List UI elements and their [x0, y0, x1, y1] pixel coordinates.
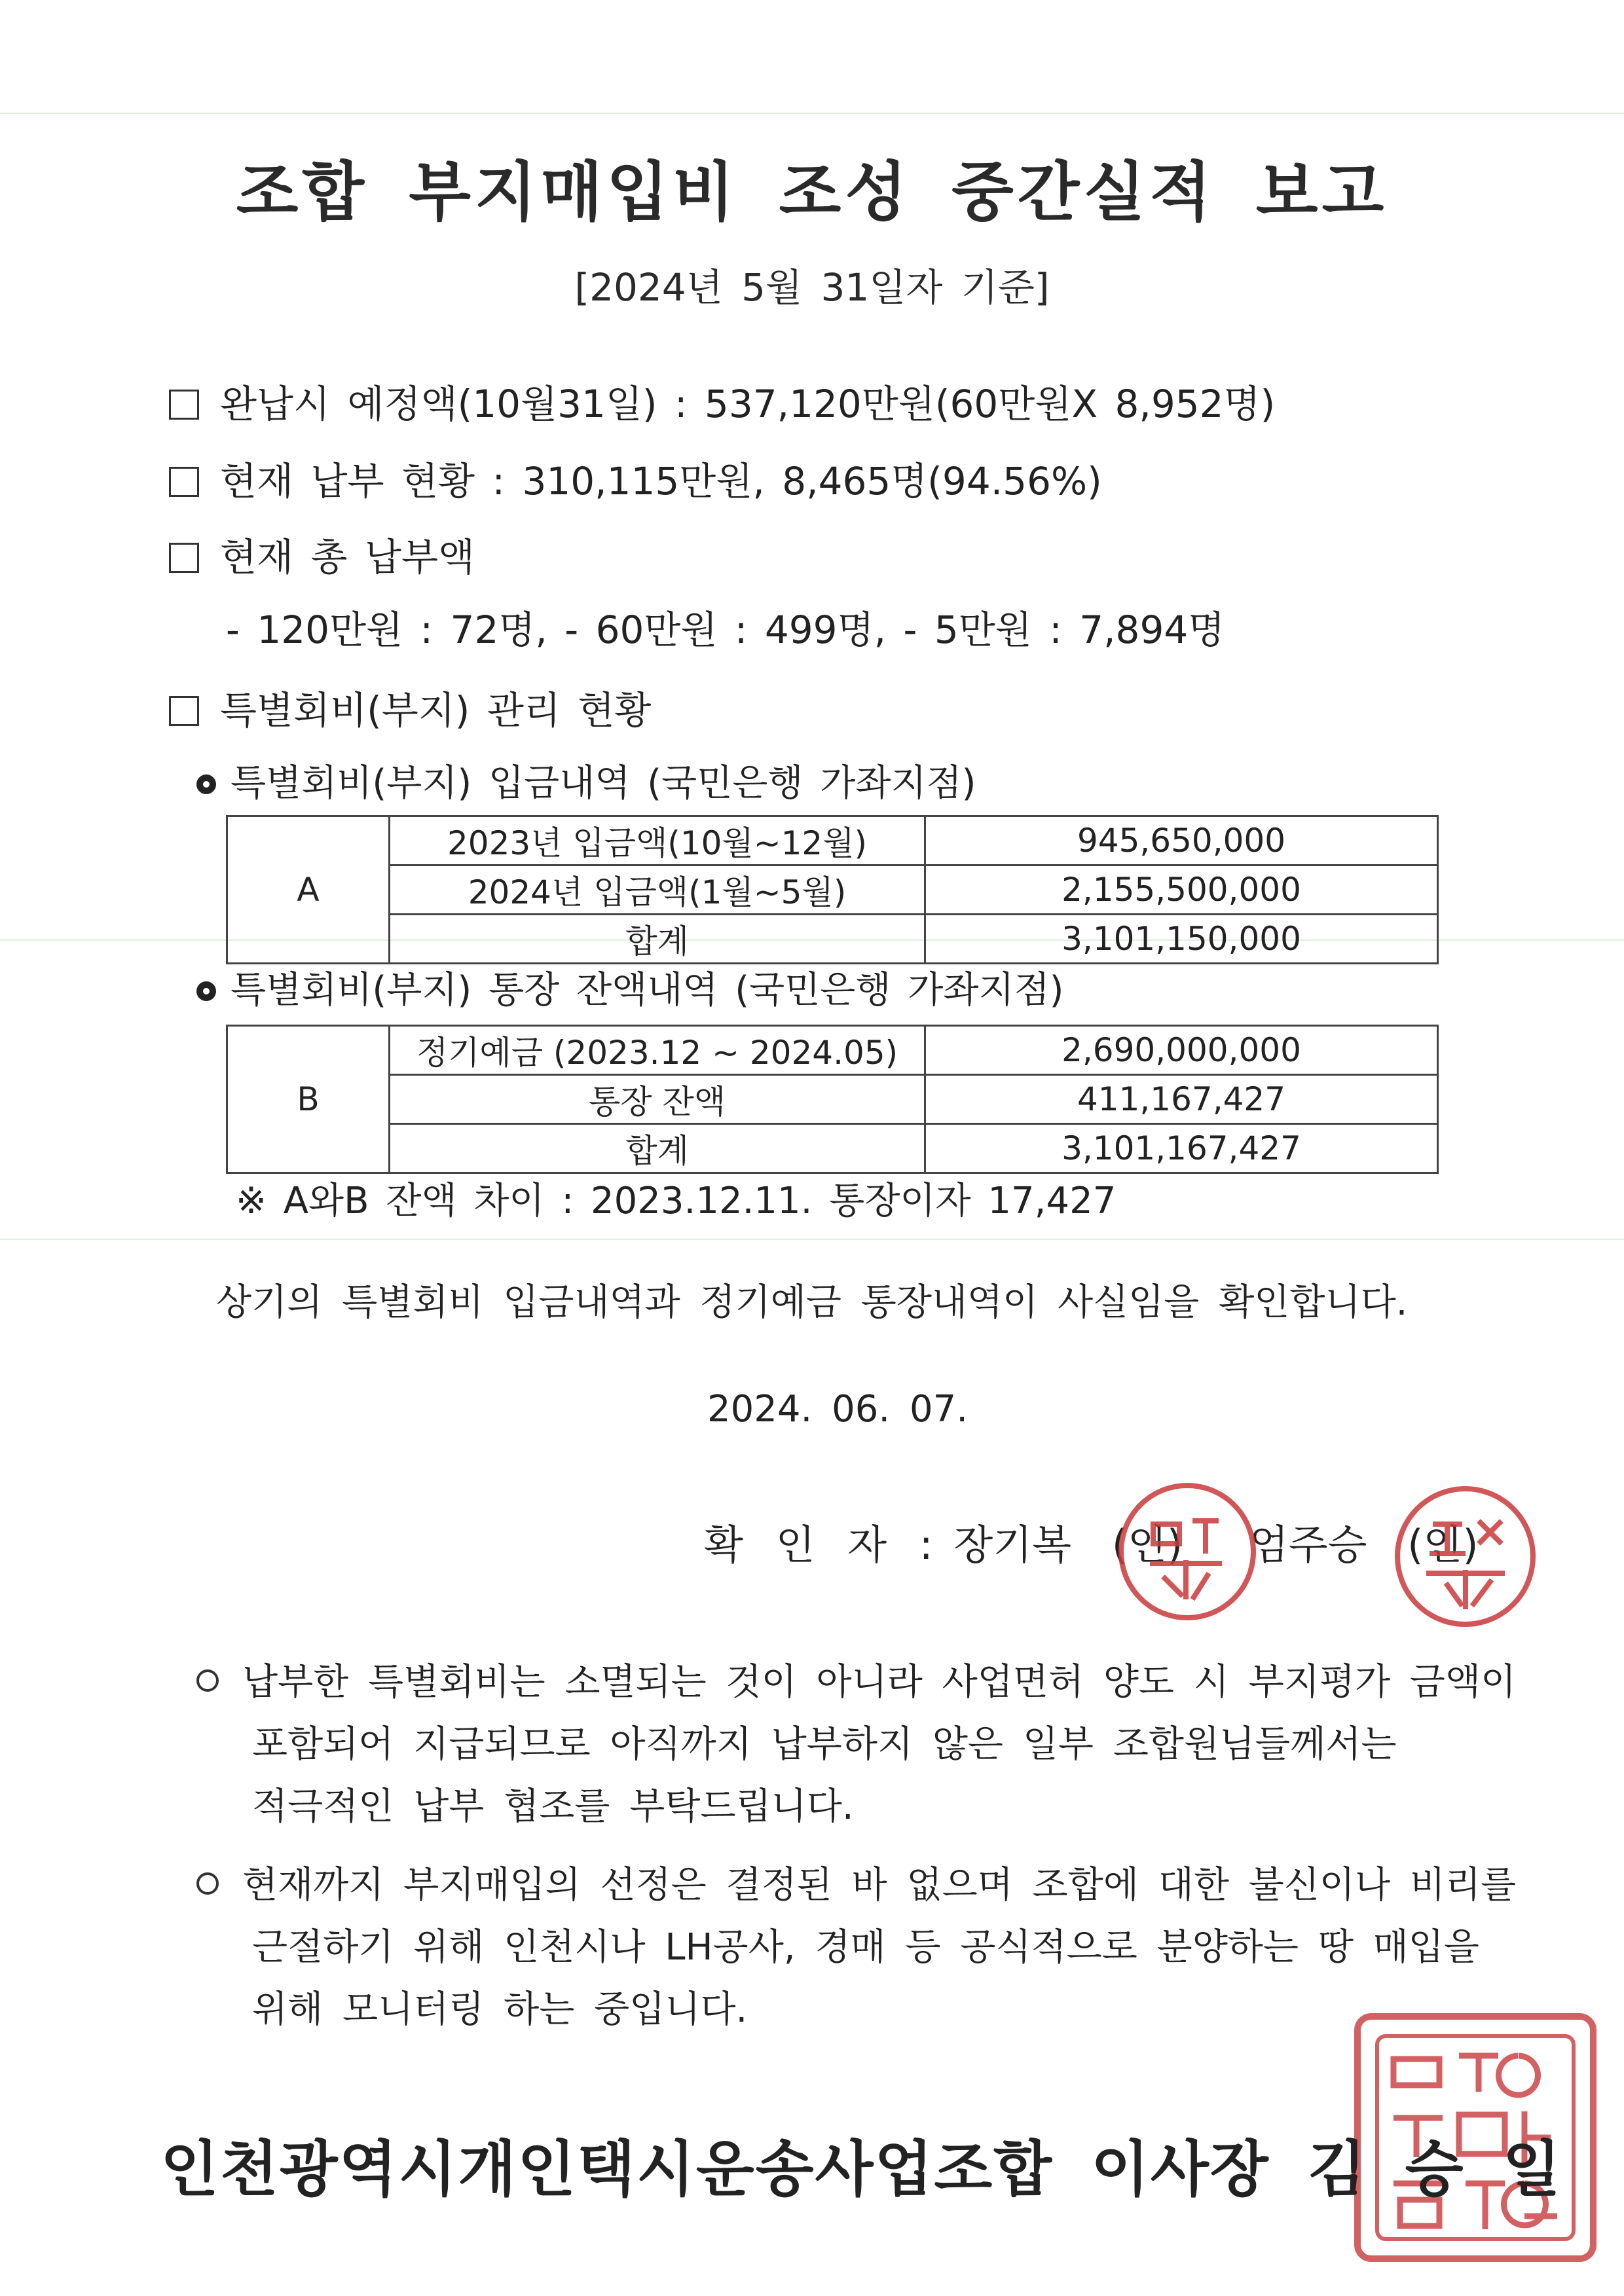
table-cell-amount: 2,155,500,000 [925, 866, 1438, 915]
summary-text: 현재 납부 현황 : 310,115만원, 8,465명(94.56%) [220, 459, 1102, 503]
table-cell-amount: 3,101,167,427 [925, 1124, 1438, 1173]
table-cell-amount: 411,167,427 [925, 1075, 1438, 1124]
deposit-table [226, 815, 1439, 964]
notice-line: 포함되어 지급되므로 아직까지 납부하지 않은 일부 조합원님들께서는 [252, 1723, 1397, 1766]
table-row [227, 915, 1438, 964]
summary-item [169, 526, 475, 581]
hollow-circle-bullet-icon [196, 1669, 219, 1692]
seal-glyph-icon [1400, 1491, 1530, 1622]
table-group-cell: A [227, 816, 390, 964]
document-date: 2024. 06. 07. [707, 1388, 969, 1430]
table-cell-label: 통장 잔액 [390, 1075, 925, 1124]
circle-bullet-icon [196, 981, 216, 1001]
notice-line: 적극적인 납부 협조를 부탁드립니다. [252, 1785, 854, 1828]
seal-stamp-2 [1395, 1486, 1536, 1627]
scan-artifact-line [0, 1239, 1624, 1240]
seal-glyph-icon [1124, 1488, 1251, 1615]
seal-mark-2: (인) [1407, 1521, 1479, 1569]
summary-item [169, 373, 1275, 428]
table-cell-amount: 3,101,150,000 [925, 915, 1438, 964]
checkbox-square-icon [169, 467, 199, 497]
notice-item [196, 1856, 1516, 1908]
issuer-signature-line: 인천광역시개인택시운송사업조합 이사장 김 승 일 [160, 2134, 1562, 2204]
balance-table [226, 1025, 1439, 1174]
signer-name-2: 엄주승 [1249, 1521, 1367, 1569]
notice-line: 근절하기 위해 인천시나 LH공사, 경매 등 공식적으로 분양하는 땅 매입을 [252, 1926, 1480, 1969]
page-title: 조합 부지매입비 조성 중간실적 보고 [236, 155, 1388, 230]
signer-label: 확 인 자 : [704, 1521, 933, 1569]
table-cell-amount: 945,650,000 [925, 816, 1438, 866]
seal-stamp-1 [1118, 1483, 1256, 1620]
table-row [227, 1075, 1438, 1124]
notice-line: 납부한 특별회비는 소멸되는 것이 아니라 사업면허 양도 시 부지평가 금액이 [242, 1661, 1517, 1704]
table-row [227, 866, 1438, 915]
scan-artifact-line [0, 113, 1624, 114]
table-cell-label: 합계 [390, 915, 925, 964]
circle-bullet-icon [196, 774, 216, 794]
subsection-heading [196, 961, 1064, 1013]
table-cell-label: 2023년 입금액(10월~12월) [390, 816, 925, 866]
hollow-circle-bullet-icon [196, 1872, 219, 1895]
notice-item [196, 1653, 1516, 1705]
seal-mark-1: (인) [1111, 1521, 1183, 1569]
signer-line [704, 1512, 1479, 1571]
signer-name-1: 장기복 [953, 1521, 1072, 1569]
checkbox-square-icon [169, 390, 199, 420]
balance-heading: 특별회비(부지) 통장 잔액내역 (국민은행 가좌지점) [231, 969, 1064, 1011]
table-row [227, 1124, 1438, 1173]
reference-date: [2024년 5월 31일자 기준] [574, 265, 1050, 310]
checkbox-square-icon [169, 543, 199, 573]
summary-text: 완납시 예정액(10월31일) : 537,120만원(60만원X 8,952명) [220, 382, 1276, 426]
difference-note: ※ A와B 잔액 차이 : 2023.12.11. 통장이자 17,427 [236, 1180, 1116, 1222]
table-cell-label: 합계 [390, 1124, 925, 1173]
table-cell-amount: 2,690,000,000 [925, 1026, 1438, 1075]
deposit-heading: 특별회비(부지) 입금내역 (국민은행 가좌지점) [231, 762, 976, 805]
summary-item [169, 450, 1102, 505]
notice-line: 현재까지 부지매입의 선정은 결정된 바 없으며 조합에 대한 불신이나 비리를 [242, 1864, 1517, 1906]
confirmation-statement: 상기의 특별회비 입금내역과 정기예금 통장내역이 사실임을 확인합니다. [216, 1281, 1408, 1324]
table-cell-label: 정기예금 (2023.12 ~ 2024.05) [390, 1026, 925, 1075]
notice-line: 위해 모니터링 하는 중입니다. [252, 1988, 748, 2031]
summary-text: 현재 총 납부액 [220, 535, 475, 579]
table-cell-label: 2024년 입금액(1월~5월) [390, 866, 925, 915]
table-row [227, 816, 1438, 866]
section-heading: 특별회비(부지) 관리 현황 [220, 688, 652, 733]
payment-breakdown: - 120만원 : 72명, - 60만원 : 499명, - 5만원 : 7,894명 [226, 608, 1225, 652]
table-row [227, 1026, 1438, 1075]
section-item [169, 680, 651, 735]
subsection-heading [196, 754, 976, 807]
table-group-cell: B [227, 1026, 390, 1173]
checkbox-square-icon [169, 696, 199, 726]
